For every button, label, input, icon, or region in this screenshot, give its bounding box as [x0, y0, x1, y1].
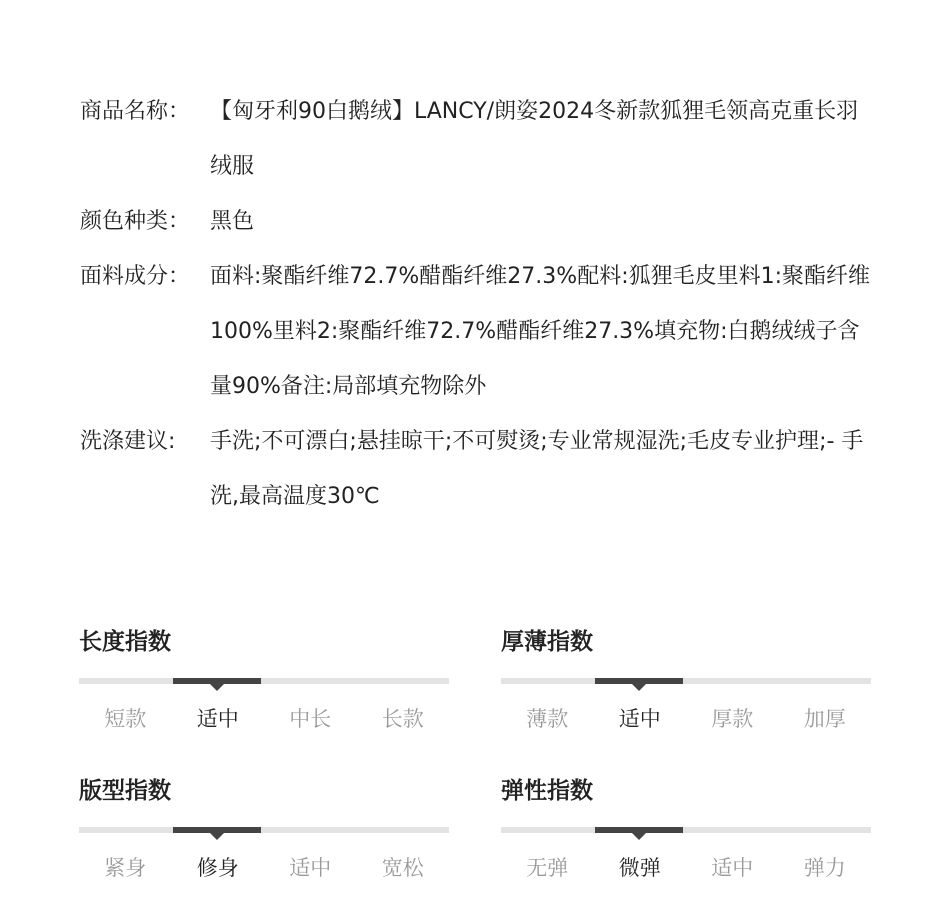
info-value: 手洗;不可漂白;悬挂晾干;不可熨烫;专业常规湿洗;毛皮专业护理;- 手洗,最高温度30℃: [210, 429, 864, 509]
info-label: 洗涤建议:: [80, 429, 176, 454]
index-option-selected: 适中: [618, 707, 661, 731]
index-options: [501, 694, 871, 744]
info-row-color: [80, 194, 880, 249]
thickness-index: [501, 626, 871, 744]
index-option-selected: 微弹: [618, 856, 661, 880]
info-value: 面料:聚酯纤维72.7%醋酯纤维27.3%配料:狐狸毛皮里料1:聚酯纤维100%里料2:聚酯纤维72.7%醋酯纤维27.3%填充物:白鹅绒绒子含量90%备注:局部填充物除外: [210, 264, 871, 399]
index-option: 薄款: [526, 707, 569, 731]
index-title: 厚薄指数: [501, 629, 593, 655]
fit-index: [79, 775, 449, 893]
index-options: [501, 843, 871, 893]
index-indicator: [173, 827, 261, 833]
index-track: [501, 678, 871, 684]
index-title: 长度指数: [79, 629, 171, 655]
index-option: 加厚: [803, 707, 846, 731]
length-index: [79, 626, 449, 744]
index-option: 适中: [711, 856, 754, 880]
index-track: [501, 827, 871, 833]
index-option: 无弹: [526, 856, 569, 880]
index-option: 长款: [381, 707, 424, 731]
index-options: [79, 694, 449, 744]
index-option: 短款: [104, 707, 147, 731]
info-row-name: [80, 84, 880, 194]
index-option: 中长: [289, 707, 332, 731]
info-row-material: [80, 249, 880, 414]
product-info: [80, 84, 880, 524]
index-option-selected: 适中: [196, 707, 239, 731]
info-label: 面料成分：: [80, 264, 191, 289]
info-value: 【匈牙利90白鹅绒】LANCY/朗姿2024冬新款狐狸毛领高克重长羽绒服: [210, 99, 859, 179]
index-indicator: [595, 678, 683, 684]
index-option: 宽松: [381, 856, 424, 880]
index-indicator: [173, 678, 261, 684]
index-track: [79, 827, 449, 833]
info-label: 商品名称：: [80, 99, 191, 124]
index-option-selected: 修身: [196, 856, 239, 880]
index-option: 紧身: [104, 856, 147, 880]
info-row-care: [80, 414, 880, 524]
index-title: 版型指数: [79, 778, 171, 804]
index-track: [79, 678, 449, 684]
index-indicator: [595, 827, 683, 833]
index-options: [79, 843, 449, 893]
elasticity-index: [501, 775, 871, 893]
info-value: 黑色: [210, 209, 255, 234]
index-option: 弹力: [803, 856, 846, 880]
index-option: 厚款: [711, 707, 754, 731]
index-title: 弹性指数: [501, 778, 593, 804]
info-label: 颜色种类：: [80, 209, 191, 234]
index-option: 适中: [289, 856, 332, 880]
